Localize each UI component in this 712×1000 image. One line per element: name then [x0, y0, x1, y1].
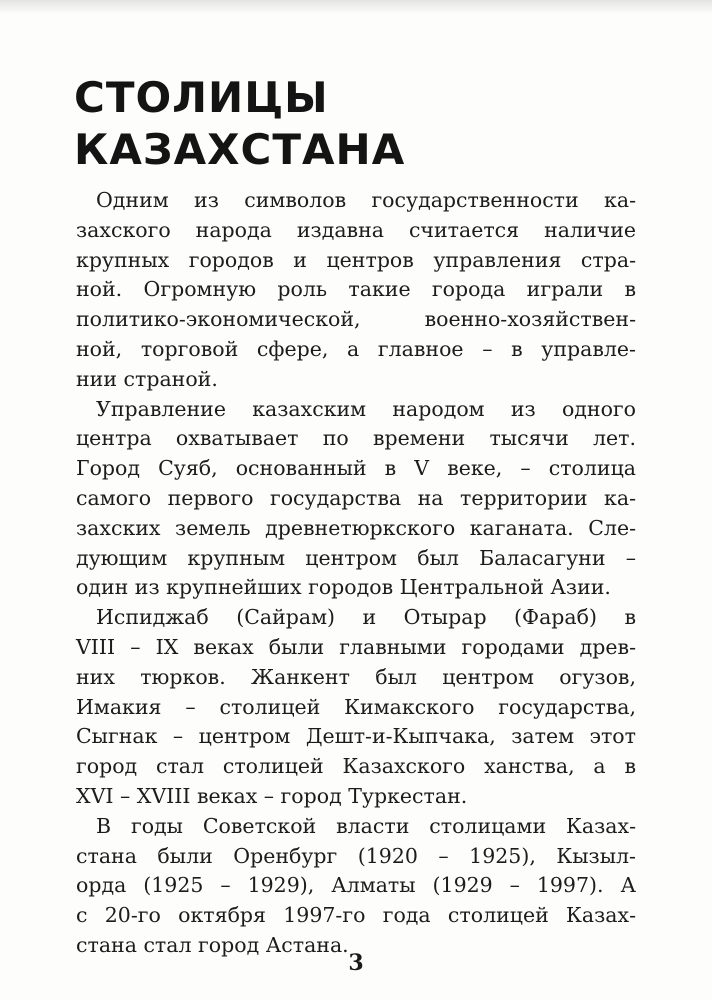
text-line: Имакия – столицей Кимакского государства,: [76, 694, 636, 719]
text-line: ной. Огромную роль такие города играли в: [76, 277, 636, 302]
text-line: В годы Советской власти столицами Казах-: [96, 813, 636, 838]
text-line: Одним из символов государственности ка-: [96, 188, 636, 212]
scan-shadow: [0, 0, 712, 14]
text-line: один из крупнейших городов Центральной Азии.: [76, 575, 611, 600]
text-line: город стал столицей Казахского ханства, а в: [76, 754, 636, 779]
body-text: [76, 186, 636, 961]
page-title: [74, 72, 405, 176]
text-line: Город Суяб, основанный в V веке, – столица: [76, 456, 636, 481]
text-line: стана были Оренбург (1920 – 1925), Кызыл-: [76, 843, 636, 868]
text-line: орда (1925 – 1929), Алматы (1929 – 1997). А: [76, 873, 636, 898]
text-line: VIII – IX веках были главными городами древ-: [76, 634, 636, 659]
text-line: них тюрков. Жанкент был центром огузов,: [76, 664, 636, 689]
text-line: дующим крупным центром был Баласагуни –: [76, 545, 636, 570]
text-line: захских земель древнетюркского каганата. Сле-: [76, 515, 636, 540]
title-line: СТОЛИЦЫ: [74, 73, 329, 122]
text-line: стана стал город Астана.: [76, 932, 349, 957]
text-line: XVI – XVIII веках – город Туркестан.: [76, 783, 468, 808]
text-line: самого первого государства на территории ка-: [76, 485, 636, 510]
text-line: крупных городов и центров управления стра-: [76, 247, 636, 272]
text-line: с 20-го октября 1997-го года столицей Казах-: [76, 903, 636, 928]
page-number: 3: [348, 950, 364, 976]
text-line: нии страной.: [76, 366, 218, 391]
title-line: КАЗАХСТАНА: [74, 125, 406, 174]
text-line: Сыгнак – центром Дешт-и-Кыпчака, затем этот: [76, 724, 636, 749]
text-line: ной, торговой сфере, а главное – в управле-: [76, 336, 636, 361]
text-line: политико-экономической, военно-хозяйствен-: [76, 307, 636, 332]
text-line: захского народа издавна считается наличие: [76, 217, 636, 242]
text-line: центра охватывает по времени тысячи лет.: [76, 426, 636, 451]
text-line: Испиджаб (Сайрам) и Отырар (Фараб) в: [96, 605, 636, 630]
text-line: Управление казахским народом из одного: [96, 396, 636, 421]
